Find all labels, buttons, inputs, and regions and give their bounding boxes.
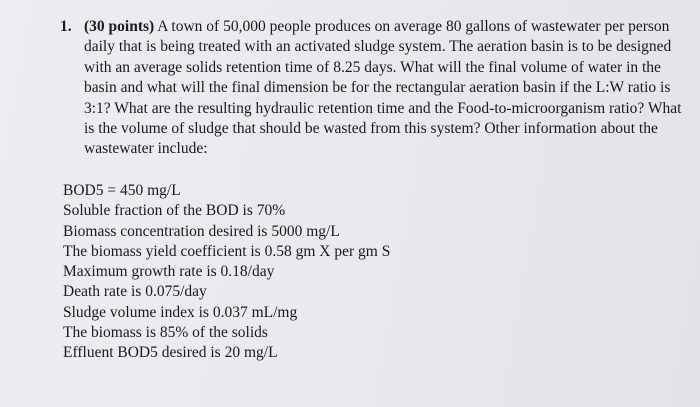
- info-effluent-bod5: Effluent BOD5 desired is 20 mg/L: [63, 344, 278, 362]
- problem-points: (30 points): [84, 18, 155, 35]
- info-biomass-concentration: Biomass concentration desired is 5000 mg/L: [63, 222, 340, 240]
- info-max-growth-rate: Maximum growth rate is 0.18/day: [63, 263, 275, 281]
- info-death-rate: Death rate is 0.075/day: [63, 283, 207, 301]
- problem-statement: [84, 17, 689, 160]
- wastewater-info-list: [63, 181, 390, 364]
- problem-text: A town of 50,000 people produces on average 80 gallons of wastewater per person daily that is being treated with an activated sludge system. The aeration basin is to be designed with an average solids retention time of 8.25 days. What will the final volume of water in the basin and what will the final dimension be for the rectangular aeration basin if the L:W ratio is 3:1? What are the resulting hydraulic retention time and the Food-to-microorganism ratio? What is the volume of sludge that should be wasted from this system? Other information about the wastewater include:: [84, 18, 682, 158]
- info-bod5: BOD5 = 450 mg/L: [63, 182, 181, 199]
- problem-number: 1.: [60, 18, 72, 35]
- info-yield-coefficient: The biomass yield coefficient is 0.58 gm X per gm S: [63, 242, 391, 260]
- info-sludge-volume-index: Sludge volume index is 0.037 mL/mg: [63, 303, 298, 321]
- info-biomass-solids-fraction: The biomass is 85% of the solids: [63, 324, 268, 342]
- info-soluble-fraction: Soluble fraction of the BOD is 70%: [63, 202, 286, 220]
